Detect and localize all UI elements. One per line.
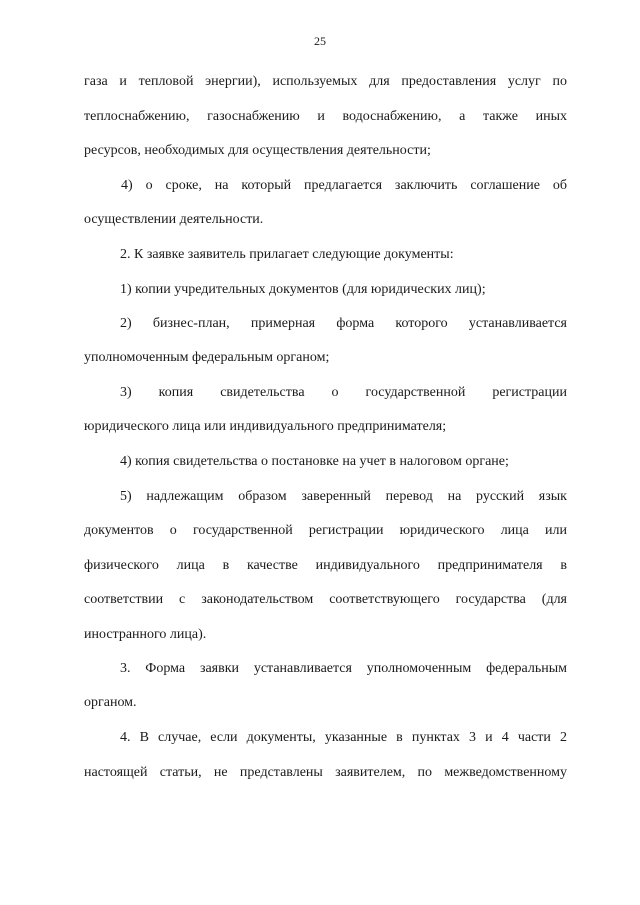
text-line: юридического лица или индивидуального предпринимателя;: [84, 419, 447, 434]
text-line: 2. К заявке заявитель прилагает следующие документы:: [120, 247, 454, 262]
text-line: органом.: [84, 695, 137, 710]
text-line: 1) копии учредительных документов (для юридических лиц);: [120, 282, 486, 297]
text-line: уполномоченным федеральным органом;: [84, 350, 330, 365]
text-line: соответствии с законодательством соответствующего государства (для: [84, 592, 567, 607]
text-line: 3) копия свидетельства о государственной регистрации: [120, 385, 567, 400]
text-line: 3. Форма заявки устанавливается уполномоченным федеральным: [120, 661, 567, 676]
text-line: 4. В случае, если документы, указанные в пунктах 3 и 4 части 2: [120, 730, 567, 745]
text-line: 5) надлежащим образом заверенный перевод на русский язык: [120, 489, 567, 504]
text-line: осуществлении деятельности.: [84, 212, 264, 227]
page-number: 25: [314, 34, 326, 48]
text-line: газа и тепловой энергии), используемых для предоставления услуг по: [84, 74, 567, 89]
text-line: 4) копия свидетельства о постановке на учет в налоговом органе;: [120, 454, 509, 469]
text-line: ресурсов, необходимых для осуществления деятельности;: [84, 143, 431, 158]
text-line: теплоснабжению, газоснабжению и водоснабжению, а также иных: [84, 109, 567, 124]
text-line: иностранного лица).: [84, 627, 207, 642]
text-line: 4) о сроке, на который предлагается заключить соглашение об: [121, 178, 567, 193]
text-line: 2) бизнес-план, примерная форма которого устанавливается: [120, 316, 567, 331]
text-line: физического лица в качестве индивидуального предпринимателя в: [84, 558, 567, 573]
text-line: настоящей статьи, не представлены заявителем, по межведомственному: [84, 765, 567, 780]
text-line: документов о государственной регистрации юридического лица или: [84, 523, 567, 538]
